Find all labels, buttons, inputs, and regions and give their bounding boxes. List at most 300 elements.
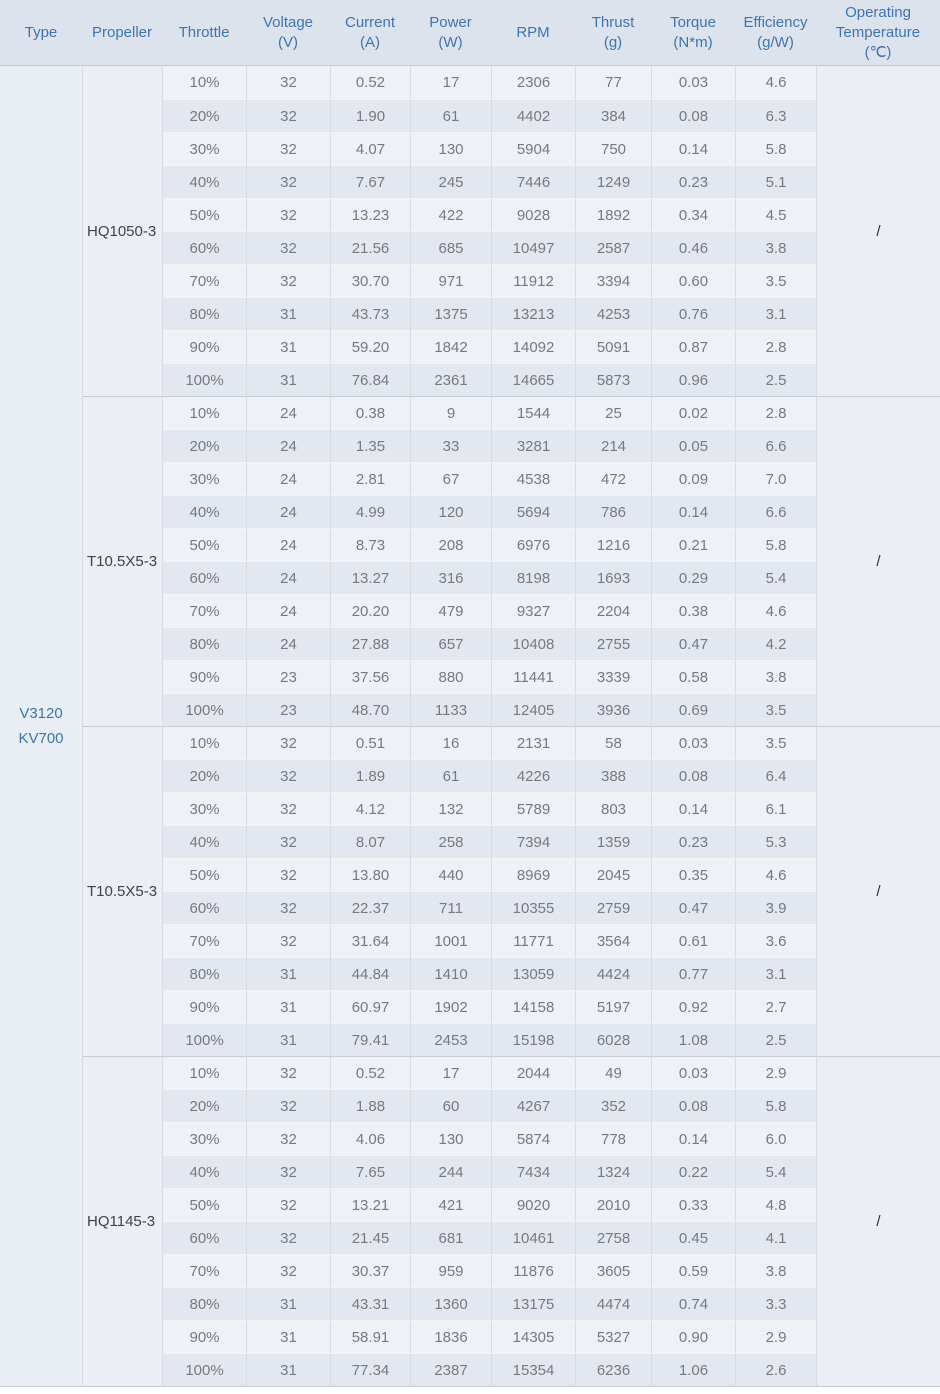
cell-power: 16: [410, 726, 491, 759]
cell-current: 60.97: [330, 990, 410, 1023]
cell-power: 1836: [410, 1320, 491, 1353]
cell-efficiency: 3.6: [735, 924, 816, 957]
cell-thrust: 5197: [575, 990, 651, 1023]
cell-rpm: 2044: [491, 1056, 575, 1089]
cell-throttle: 50%: [162, 1188, 246, 1221]
cell-rpm: 10408: [491, 627, 575, 660]
cell-power: 61: [410, 99, 491, 132]
propeller-cell: HQ1145-3: [82, 1056, 162, 1386]
cell-efficiency: 2.9: [735, 1320, 816, 1353]
table-body: [0, 66, 940, 1386]
cell-thrust: 2010: [575, 1188, 651, 1221]
cell-current: 44.84: [330, 957, 410, 990]
cell-thrust: 5873: [575, 363, 651, 396]
cell-torque: 0.23: [651, 825, 735, 858]
cell-power: 61: [410, 759, 491, 792]
cell-thrust: 214: [575, 429, 651, 462]
cell-power: 17: [410, 66, 491, 99]
cell-throttle: 90%: [162, 660, 246, 693]
cell-voltage: 31: [246, 990, 330, 1023]
cell-efficiency: 5.4: [735, 561, 816, 594]
cell-voltage: 32: [246, 726, 330, 759]
cell-voltage: 32: [246, 66, 330, 99]
cell-current: 1.90: [330, 99, 410, 132]
cell-throttle: 50%: [162, 198, 246, 231]
cell-voltage: 32: [246, 165, 330, 198]
cell-thrust: 750: [575, 132, 651, 165]
cell-power: 2361: [410, 363, 491, 396]
cell-thrust: 49: [575, 1056, 651, 1089]
cell-rpm: 9020: [491, 1188, 575, 1221]
operating-temperature-cell: /: [816, 66, 940, 396]
cell-thrust: 3339: [575, 660, 651, 693]
cell-throttle: 20%: [162, 759, 246, 792]
cell-voltage: 32: [246, 264, 330, 297]
cell-throttle: 40%: [162, 1155, 246, 1188]
cell-rpm: 13059: [491, 957, 575, 990]
cell-thrust: 472: [575, 462, 651, 495]
cell-rpm: 2306: [491, 66, 575, 99]
cell-throttle: 80%: [162, 627, 246, 660]
col-header-current: [330, 0, 410, 66]
cell-thrust: 6236: [575, 1353, 651, 1386]
cell-efficiency: 3.8: [735, 1254, 816, 1287]
cell-efficiency: 5.3: [735, 825, 816, 858]
cell-current: 4.07: [330, 132, 410, 165]
cell-rpm: 13175: [491, 1287, 575, 1320]
cell-power: 258: [410, 825, 491, 858]
cell-current: 4.06: [330, 1122, 410, 1155]
propeller-cell: T10.5X5-3: [82, 726, 162, 1056]
cell-power: 130: [410, 132, 491, 165]
cell-power: 1133: [410, 693, 491, 726]
cell-thrust: 4474: [575, 1287, 651, 1320]
table-row: [0, 396, 940, 429]
cell-rpm: 5789: [491, 792, 575, 825]
cell-rpm: 8198: [491, 561, 575, 594]
cell-thrust: 1216: [575, 528, 651, 561]
cell-efficiency: 2.7: [735, 990, 816, 1023]
cell-power: 316: [410, 561, 491, 594]
operating-temperature-cell: /: [816, 396, 940, 726]
cell-throttle: 10%: [162, 726, 246, 759]
cell-efficiency: 4.2: [735, 627, 816, 660]
cell-throttle: 50%: [162, 528, 246, 561]
cell-voltage: 24: [246, 462, 330, 495]
cell-efficiency: 2.8: [735, 330, 816, 363]
cell-rpm: 13213: [491, 297, 575, 330]
operating-temperature-cell: /: [816, 1056, 940, 1386]
cell-voltage: 32: [246, 1188, 330, 1221]
cell-voltage: 24: [246, 594, 330, 627]
cell-efficiency: 3.1: [735, 297, 816, 330]
col-header-voltage-line: (V): [278, 33, 298, 51]
cell-throttle: 60%: [162, 231, 246, 264]
cell-torque: 1.08: [651, 1023, 735, 1056]
cell-voltage: 31: [246, 330, 330, 363]
cell-throttle: 70%: [162, 924, 246, 957]
cell-power: 1001: [410, 924, 491, 957]
cell-voltage: 32: [246, 759, 330, 792]
cell-rpm: 4402: [491, 99, 575, 132]
cell-thrust: 25: [575, 396, 651, 429]
cell-efficiency: 2.5: [735, 1023, 816, 1056]
cell-power: 959: [410, 1254, 491, 1287]
cell-voltage: 31: [246, 957, 330, 990]
cell-throttle: 10%: [162, 66, 246, 99]
cell-efficiency: 4.6: [735, 594, 816, 627]
cell-rpm: 10461: [491, 1221, 575, 1254]
cell-efficiency: 5.8: [735, 528, 816, 561]
cell-rpm: 5904: [491, 132, 575, 165]
col-header-current-line: (A): [360, 33, 380, 51]
col-header-power: [410, 0, 491, 66]
cell-efficiency: 4.5: [735, 198, 816, 231]
cell-throttle: 60%: [162, 1221, 246, 1254]
cell-throttle: 100%: [162, 1023, 246, 1056]
cell-rpm: 14665: [491, 363, 575, 396]
cell-thrust: 1324: [575, 1155, 651, 1188]
cell-torque: 0.61: [651, 924, 735, 957]
cell-torque: 0.08: [651, 99, 735, 132]
cell-thrust: 3564: [575, 924, 651, 957]
cell-current: 30.37: [330, 1254, 410, 1287]
cell-rpm: 4267: [491, 1089, 575, 1122]
cell-torque: 0.03: [651, 1056, 735, 1089]
cell-power: 2453: [410, 1023, 491, 1056]
cell-current: 4.99: [330, 495, 410, 528]
cell-rpm: 3281: [491, 429, 575, 462]
cell-efficiency: 6.0: [735, 1122, 816, 1155]
cell-thrust: 352: [575, 1089, 651, 1122]
col-header-current-line: Current: [344, 13, 396, 31]
cell-thrust: 4424: [575, 957, 651, 990]
cell-voltage: 32: [246, 1221, 330, 1254]
cell-voltage: 32: [246, 1056, 330, 1089]
cell-power: 711: [410, 891, 491, 924]
cell-torque: 0.59: [651, 1254, 735, 1287]
cell-throttle: 30%: [162, 1122, 246, 1155]
cell-voltage: 32: [246, 198, 330, 231]
cell-voltage: 32: [246, 1089, 330, 1122]
cell-torque: 0.14: [651, 132, 735, 165]
cell-throttle: 30%: [162, 462, 246, 495]
cell-power: 479: [410, 594, 491, 627]
operating-temperature-cell: /: [816, 726, 940, 1056]
cell-voltage: 31: [246, 363, 330, 396]
cell-rpm: 4538: [491, 462, 575, 495]
cell-efficiency: 6.6: [735, 429, 816, 462]
cell-current: 21.45: [330, 1221, 410, 1254]
cell-efficiency: 4.1: [735, 1221, 816, 1254]
cell-torque: 0.77: [651, 957, 735, 990]
cell-power: 1410: [410, 957, 491, 990]
cell-rpm: 12405: [491, 693, 575, 726]
col-header-thrust: [575, 0, 651, 66]
cell-rpm: 4226: [491, 759, 575, 792]
col-header-type: [0, 0, 82, 66]
cell-torque: 0.58: [651, 660, 735, 693]
cell-rpm: 8969: [491, 858, 575, 891]
cell-voltage: 24: [246, 561, 330, 594]
cell-efficiency: 6.1: [735, 792, 816, 825]
cell-current: 58.91: [330, 1320, 410, 1353]
cell-rpm: 9028: [491, 198, 575, 231]
table-header: [0, 0, 940, 66]
col-header-power-line: (W): [438, 33, 463, 51]
cell-power: 1375: [410, 297, 491, 330]
cell-rpm: 14305: [491, 1320, 575, 1353]
cell-voltage: 24: [246, 528, 330, 561]
cell-current: 13.80: [330, 858, 410, 891]
cell-power: 33: [410, 429, 491, 462]
table-row: [0, 66, 940, 99]
col-header-operating-temperature-line: Temperature: [835, 23, 921, 41]
cell-current: 8.73: [330, 528, 410, 561]
cell-thrust: 58: [575, 726, 651, 759]
cell-thrust: 4253: [575, 297, 651, 330]
cell-current: 48.70: [330, 693, 410, 726]
cell-power: 9: [410, 396, 491, 429]
col-header-throttle: [162, 0, 246, 66]
cell-efficiency: 3.8: [735, 231, 816, 264]
col-header-thrust-line: Thrust: [591, 13, 635, 31]
cell-efficiency: 6.4: [735, 759, 816, 792]
cell-power: 440: [410, 858, 491, 891]
cell-torque: 0.14: [651, 495, 735, 528]
cell-throttle: 30%: [162, 792, 246, 825]
cell-power: 1842: [410, 330, 491, 363]
cell-voltage: 24: [246, 396, 330, 429]
cell-power: 208: [410, 528, 491, 561]
cell-current: 13.23: [330, 198, 410, 231]
cell-current: 77.34: [330, 1353, 410, 1386]
cell-throttle: 100%: [162, 1353, 246, 1386]
cell-current: 43.31: [330, 1287, 410, 1320]
cell-rpm: 15354: [491, 1353, 575, 1386]
cell-throttle: 80%: [162, 957, 246, 990]
cell-power: 422: [410, 198, 491, 231]
cell-voltage: 24: [246, 627, 330, 660]
cell-thrust: 5327: [575, 1320, 651, 1353]
cell-torque: 0.69: [651, 693, 735, 726]
cell-rpm: 14092: [491, 330, 575, 363]
cell-voltage: 31: [246, 1287, 330, 1320]
col-header-type-line: Type: [24, 23, 58, 41]
cell-thrust: 1693: [575, 561, 651, 594]
cell-thrust: 786: [575, 495, 651, 528]
cell-voltage: 32: [246, 792, 330, 825]
cell-current: 31.64: [330, 924, 410, 957]
cell-voltage: 32: [246, 231, 330, 264]
cell-thrust: 1892: [575, 198, 651, 231]
cell-throttle: 60%: [162, 891, 246, 924]
cell-voltage: 23: [246, 693, 330, 726]
cell-efficiency: 5.1: [735, 165, 816, 198]
propeller-cell: HQ1050-3: [82, 66, 162, 396]
cell-power: 2387: [410, 1353, 491, 1386]
col-header-torque-line: (N*m): [673, 33, 713, 51]
cell-rpm: 5874: [491, 1122, 575, 1155]
cell-efficiency: 2.6: [735, 1353, 816, 1386]
cell-torque: 0.02: [651, 396, 735, 429]
col-header-efficiency: [735, 0, 816, 66]
table-head-row: [0, 0, 940, 66]
cell-thrust: 5091: [575, 330, 651, 363]
cell-current: 30.70: [330, 264, 410, 297]
cell-current: 37.56: [330, 660, 410, 693]
propeller-cell: T10.5X5-3: [82, 396, 162, 726]
cell-power: 132: [410, 792, 491, 825]
col-header-thrust-line: (g): [603, 33, 623, 51]
cell-throttle: 20%: [162, 1089, 246, 1122]
cell-throttle: 40%: [162, 165, 246, 198]
cell-voltage: 32: [246, 99, 330, 132]
cell-throttle: 90%: [162, 990, 246, 1023]
cell-rpm: 14158: [491, 990, 575, 1023]
cell-current: 43.73: [330, 297, 410, 330]
cell-thrust: 3605: [575, 1254, 651, 1287]
cell-rpm: 11912: [491, 264, 575, 297]
cell-throttle: 10%: [162, 1056, 246, 1089]
cell-torque: 0.29: [651, 561, 735, 594]
cell-torque: 0.47: [651, 891, 735, 924]
cell-rpm: 7394: [491, 825, 575, 858]
cell-efficiency: 5.8: [735, 132, 816, 165]
cell-power: 60: [410, 1089, 491, 1122]
cell-thrust: 384: [575, 99, 651, 132]
cell-current: 8.07: [330, 825, 410, 858]
cell-current: 1.35: [330, 429, 410, 462]
cell-current: 21.56: [330, 231, 410, 264]
col-header-propeller: [82, 0, 162, 66]
cell-rpm: 10497: [491, 231, 575, 264]
cell-torque: 0.14: [651, 792, 735, 825]
cell-torque: 0.09: [651, 462, 735, 495]
cell-rpm: 1544: [491, 396, 575, 429]
cell-torque: 0.46: [651, 231, 735, 264]
cell-current: 0.52: [330, 66, 410, 99]
cell-torque: 0.38: [651, 594, 735, 627]
cell-voltage: 31: [246, 1023, 330, 1056]
cell-thrust: 2045: [575, 858, 651, 891]
cell-efficiency: 3.9: [735, 891, 816, 924]
cell-power: 245: [410, 165, 491, 198]
cell-throttle: 40%: [162, 825, 246, 858]
cell-torque: 0.21: [651, 528, 735, 561]
cell-throttle: 60%: [162, 561, 246, 594]
cell-voltage: 32: [246, 858, 330, 891]
col-header-rpm-line: RPM: [516, 23, 550, 41]
cell-power: 681: [410, 1221, 491, 1254]
cell-torque: 0.74: [651, 1287, 735, 1320]
cell-rpm: 9327: [491, 594, 575, 627]
cell-torque: 0.03: [651, 726, 735, 759]
cell-rpm: 11876: [491, 1254, 575, 1287]
cell-efficiency: 6.6: [735, 495, 816, 528]
cell-thrust: 803: [575, 792, 651, 825]
cell-thrust: 77: [575, 66, 651, 99]
cell-torque: 0.87: [651, 330, 735, 363]
cell-efficiency: 4.8: [735, 1188, 816, 1221]
cell-thrust: 2587: [575, 231, 651, 264]
cell-throttle: 80%: [162, 1287, 246, 1320]
cell-throttle: 100%: [162, 363, 246, 396]
cell-torque: 0.47: [651, 627, 735, 660]
cell-throttle: 40%: [162, 495, 246, 528]
cell-torque: 0.22: [651, 1155, 735, 1188]
cell-current: 0.52: [330, 1056, 410, 1089]
motor-type-cell: [0, 66, 82, 1386]
cell-current: 1.88: [330, 1089, 410, 1122]
cell-throttle: 80%: [162, 297, 246, 330]
cell-torque: 0.23: [651, 165, 735, 198]
cell-throttle: 50%: [162, 858, 246, 891]
cell-torque: 1.06: [651, 1353, 735, 1386]
cell-rpm: 6976: [491, 528, 575, 561]
cell-voltage: 24: [246, 429, 330, 462]
cell-current: 79.41: [330, 1023, 410, 1056]
cell-efficiency: 6.3: [735, 99, 816, 132]
cell-efficiency: 2.9: [735, 1056, 816, 1089]
cell-thrust: 6028: [575, 1023, 651, 1056]
cell-current: 0.38: [330, 396, 410, 429]
cell-power: 657: [410, 627, 491, 660]
col-header-torque-line: Torque: [670, 13, 716, 31]
cell-rpm: 7434: [491, 1155, 575, 1188]
col-header-efficiency-line: Efficiency: [743, 13, 808, 31]
cell-voltage: 32: [246, 1122, 330, 1155]
cell-efficiency: 4.6: [735, 66, 816, 99]
cell-rpm: 11771: [491, 924, 575, 957]
cell-rpm: 2131: [491, 726, 575, 759]
cell-current: 13.21: [330, 1188, 410, 1221]
cell-thrust: 3936: [575, 693, 651, 726]
col-header-rpm: [491, 0, 575, 66]
cell-thrust: 2759: [575, 891, 651, 924]
cell-throttle: 70%: [162, 594, 246, 627]
cell-voltage: 32: [246, 132, 330, 165]
col-header-power-line: Power: [429, 13, 472, 31]
cell-throttle: 20%: [162, 99, 246, 132]
cell-current: 76.84: [330, 363, 410, 396]
cell-torque: 0.05: [651, 429, 735, 462]
cell-voltage: 32: [246, 1155, 330, 1188]
cell-torque: 0.08: [651, 1089, 735, 1122]
cell-power: 880: [410, 660, 491, 693]
cell-thrust: 2755: [575, 627, 651, 660]
cell-current: 7.67: [330, 165, 410, 198]
cell-throttle: 100%: [162, 693, 246, 726]
cell-voltage: 23: [246, 660, 330, 693]
cell-torque: 0.03: [651, 66, 735, 99]
cell-voltage: 31: [246, 1353, 330, 1386]
cell-torque: 0.14: [651, 1122, 735, 1155]
cell-thrust: 3394: [575, 264, 651, 297]
cell-voltage: 24: [246, 495, 330, 528]
cell-throttle: 30%: [162, 132, 246, 165]
cell-power: 971: [410, 264, 491, 297]
col-header-efficiency-line: (g/W): [757, 33, 794, 51]
cell-thrust: 2204: [575, 594, 651, 627]
cell-current: 59.20: [330, 330, 410, 363]
cell-efficiency: 5.4: [735, 1155, 816, 1188]
cell-power: 421: [410, 1188, 491, 1221]
table-row: [0, 1056, 940, 1089]
cell-efficiency: 3.5: [735, 726, 816, 759]
col-header-operating-temperature-line: Operating: [845, 3, 911, 21]
cell-power: 130: [410, 1122, 491, 1155]
